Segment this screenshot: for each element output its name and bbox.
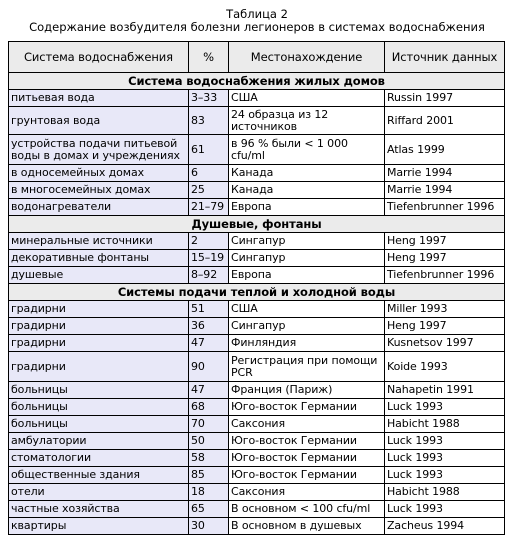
cell-system: больницы [9, 399, 189, 416]
table-row [9, 501, 505, 518]
cell-percent: 61 [189, 135, 229, 165]
section-title: Системы подачи теплой и холодной воды [9, 284, 505, 301]
cell-system: стоматологии [9, 450, 189, 467]
cell-system: амбулатории [9, 433, 189, 450]
table-row [9, 135, 505, 165]
table-row [9, 416, 505, 433]
section-title: Система водоснабжения жилых домов [9, 73, 505, 90]
cell-percent: 8–92 [189, 267, 229, 284]
cell-location: Саксония [229, 484, 385, 501]
cell-source: Atlas 1999 [385, 135, 505, 165]
cell-location: Сингапур [229, 318, 385, 335]
table-row [9, 318, 505, 335]
section-row [9, 284, 505, 301]
cell-percent: 90 [189, 352, 229, 382]
cell-source: Luck 1993 [385, 433, 505, 450]
cell-system: квартиры [9, 518, 189, 535]
header-row [9, 42, 505, 73]
table-row [9, 399, 505, 416]
cell-source: Luck 1993 [385, 399, 505, 416]
cell-source: Riffard 2001 [385, 107, 505, 135]
cell-source: Kusnetsov 1997 [385, 335, 505, 352]
table-row [9, 233, 505, 250]
cell-location: Финляндия [229, 335, 385, 352]
cell-location: Европа [229, 267, 385, 284]
table-row [9, 165, 505, 182]
cell-source: Heng 1997 [385, 250, 505, 267]
column-header-percent: % [189, 42, 229, 73]
cell-system: градирни [9, 352, 189, 382]
cell-percent: 51 [189, 301, 229, 318]
cell-system: больницы [9, 416, 189, 433]
table-caption [0, 0, 514, 34]
cell-source: Marrie 1994 [385, 182, 505, 199]
cell-system: минеральные источники [9, 233, 189, 250]
cell-system: больницы [9, 382, 189, 399]
cell-system: устройства подачи питьевой воды в домах и учреждениях [9, 135, 189, 165]
table-row [9, 107, 505, 135]
cell-percent: 2 [189, 233, 229, 250]
cell-location: Канада [229, 182, 385, 199]
cell-percent: 3–33 [189, 90, 229, 107]
cell-location: Юго-восток Германии [229, 399, 385, 416]
table-row [9, 250, 505, 267]
cell-percent: 65 [189, 501, 229, 518]
cell-percent: 36 [189, 318, 229, 335]
cell-percent: 21–79 [189, 199, 229, 216]
cell-location: Франция (Париж) [229, 382, 385, 399]
table-body [9, 73, 505, 535]
table-row [9, 352, 505, 382]
cell-percent: 25 [189, 182, 229, 199]
cell-system: декоративные фонтаны [9, 250, 189, 267]
cell-location: США [229, 90, 385, 107]
cell-location: Канада [229, 165, 385, 182]
cell-percent: 58 [189, 450, 229, 467]
cell-system: в односемейных домах [9, 165, 189, 182]
table-number: Таблица 2 [226, 7, 288, 21]
cell-source: Russin 1997 [385, 90, 505, 107]
cell-source: Marrie 1994 [385, 165, 505, 182]
cell-location: Юго-восток Германии [229, 450, 385, 467]
cell-location: Сингапур [229, 250, 385, 267]
cell-location: Регистрация при помощи PCR [229, 352, 385, 382]
table-row [9, 199, 505, 216]
section-row [9, 73, 505, 90]
cell-percent: 30 [189, 518, 229, 535]
column-header-location: Местонахождение [229, 42, 385, 73]
table-row [9, 90, 505, 107]
section-title: Душевые, фонтаны [9, 216, 505, 233]
cell-system: отели [9, 484, 189, 501]
cell-source: Tiefenbrunner 1996 [385, 199, 505, 216]
legionella-table [8, 41, 505, 535]
cell-system: общественные здания [9, 467, 189, 484]
table-row [9, 467, 505, 484]
cell-location: Юго-восток Германии [229, 433, 385, 450]
cell-system: градирни [9, 318, 189, 335]
cell-source: Habicht 1988 [385, 484, 505, 501]
cell-system: водонагреватели [9, 199, 189, 216]
cell-system: частные хозяйства [9, 501, 189, 518]
cell-percent: 18 [189, 484, 229, 501]
table-title: Содержание возбудителя болезни легионеров в системах водоснабжения [29, 20, 485, 34]
cell-percent: 6 [189, 165, 229, 182]
cell-source: Habicht 1988 [385, 416, 505, 433]
column-header-source: Источник данных [385, 42, 505, 73]
cell-percent: 47 [189, 382, 229, 399]
table-row [9, 450, 505, 467]
table-row [9, 518, 505, 535]
table-row [9, 182, 505, 199]
cell-system: питьевая вода [9, 90, 189, 107]
cell-source: Heng 1997 [385, 318, 505, 335]
cell-percent: 83 [189, 107, 229, 135]
column-header-system: Система водоснабжения [9, 42, 189, 73]
cell-source: Koide 1993 [385, 352, 505, 382]
cell-system: грунтовая вода [9, 107, 189, 135]
cell-system: градирни [9, 335, 189, 352]
cell-system: душевые [9, 267, 189, 284]
cell-source: Luck 1993 [385, 450, 505, 467]
table-row [9, 301, 505, 318]
cell-percent: 85 [189, 467, 229, 484]
cell-percent: 50 [189, 433, 229, 450]
cell-source: Luck 1993 [385, 501, 505, 518]
cell-percent: 68 [189, 399, 229, 416]
cell-location: Сингапур [229, 233, 385, 250]
cell-location: В основном < 100 cfu/ml [229, 501, 385, 518]
cell-location: Юго-восток Германии [229, 467, 385, 484]
cell-source: Luck 1993 [385, 467, 505, 484]
cell-location: США [229, 301, 385, 318]
cell-source: Zacheus 1994 [385, 518, 505, 535]
cell-percent: 47 [189, 335, 229, 352]
table-row [9, 267, 505, 284]
cell-source: Tiefenbrunner 1996 [385, 267, 505, 284]
section-row [9, 216, 505, 233]
cell-source: Heng 1997 [385, 233, 505, 250]
cell-percent: 15–19 [189, 250, 229, 267]
table-row [9, 433, 505, 450]
cell-location: в 96 % были < 1 000 cfu/ml [229, 135, 385, 165]
cell-location: Саксония [229, 416, 385, 433]
cell-system: градирни [9, 301, 189, 318]
cell-location: 24 образца из 12 источников [229, 107, 385, 135]
table-row [9, 335, 505, 352]
table-row [9, 382, 505, 399]
cell-location: Европа [229, 199, 385, 216]
table-row [9, 484, 505, 501]
cell-system: в многосемейных домах [9, 182, 189, 199]
cell-source: Nahapetin 1991 [385, 382, 505, 399]
cell-percent: 70 [189, 416, 229, 433]
cell-location: В основном в душевых [229, 518, 385, 535]
cell-source: Miller 1993 [385, 301, 505, 318]
